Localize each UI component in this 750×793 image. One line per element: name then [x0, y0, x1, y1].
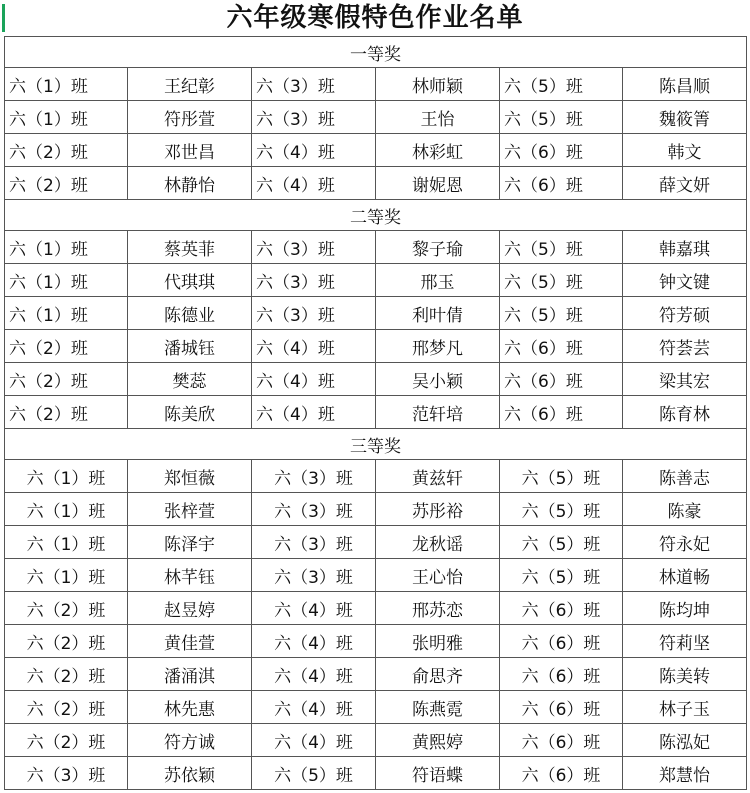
class-cell: 六（2）班 — [5, 592, 128, 625]
class-cell: 六（6）班 — [500, 592, 623, 625]
class-cell: 六（2）班 — [5, 330, 128, 363]
student-name-cell: 代琪琪 — [128, 264, 252, 297]
student-name-cell: 陈德业 — [128, 297, 252, 330]
student-name-cell: 樊蕊 — [128, 363, 252, 396]
table-row — [5, 134, 747, 167]
table-row — [5, 297, 747, 330]
class-cell: 六（2）班 — [5, 363, 128, 396]
class-cell: 六（5）班 — [500, 231, 623, 264]
section-header-row — [5, 429, 747, 460]
student-name-cell: 符方诚 — [128, 724, 252, 757]
student-name-cell: 郑恒薇 — [128, 460, 252, 493]
class-cell: 六（2）班 — [5, 167, 128, 200]
table-row — [5, 691, 747, 724]
section-header-row — [5, 37, 747, 68]
section-header: 三等奖 — [5, 429, 747, 460]
class-cell: 六（4）班 — [252, 691, 376, 724]
class-cell: 六（1）班 — [5, 101, 128, 134]
student-name-cell: 王纪彰 — [128, 68, 252, 101]
class-cell: 六（4）班 — [252, 134, 376, 167]
student-name-cell: 黄佳萱 — [128, 625, 252, 658]
class-cell: 六（1）班 — [5, 264, 128, 297]
class-cell: 六（4）班 — [252, 396, 376, 429]
class-cell: 六（1）班 — [5, 526, 128, 559]
student-name-cell: 林道畅 — [623, 559, 747, 592]
class-cell: 六（6）班 — [500, 134, 623, 167]
student-name-cell: 林子玉 — [623, 691, 747, 724]
student-name-cell: 潘城钰 — [128, 330, 252, 363]
student-name-cell: 陈均坤 — [623, 592, 747, 625]
class-cell: 六（5）班 — [500, 493, 623, 526]
student-name-cell: 谢妮恩 — [376, 167, 500, 200]
class-cell: 六（2）班 — [5, 691, 128, 724]
award-list-body — [5, 37, 747, 790]
student-name-cell: 陈燕霓 — [376, 691, 500, 724]
class-cell: 六（3）班 — [252, 526, 376, 559]
student-name-cell: 王怡 — [376, 101, 500, 134]
student-name-cell: 林先惠 — [128, 691, 252, 724]
class-cell: 六（4）班 — [252, 724, 376, 757]
table-row — [5, 724, 747, 757]
section-header-row — [5, 200, 747, 231]
student-name-cell: 黄熙婷 — [376, 724, 500, 757]
table-row — [5, 592, 747, 625]
class-cell: 六（3）班 — [252, 101, 376, 134]
award-list-table — [4, 36, 747, 790]
student-name-cell: 林静怡 — [128, 167, 252, 200]
class-cell: 六（4）班 — [252, 625, 376, 658]
class-cell: 六（1）班 — [5, 493, 128, 526]
class-cell: 六（2）班 — [5, 134, 128, 167]
class-cell: 六（6）班 — [500, 757, 623, 790]
student-name-cell: 王心怡 — [376, 559, 500, 592]
class-cell: 六（1）班 — [5, 231, 128, 264]
table-row — [5, 493, 747, 526]
student-name-cell: 符语蝶 — [376, 757, 500, 790]
class-cell: 六（4）班 — [252, 363, 376, 396]
student-name-cell: 郑慧怡 — [623, 757, 747, 790]
class-cell: 六（4）班 — [252, 658, 376, 691]
student-name-cell: 邓世昌 — [128, 134, 252, 167]
table-row — [5, 231, 747, 264]
student-name-cell: 林师颖 — [376, 68, 500, 101]
class-cell: 六（6）班 — [500, 396, 623, 429]
student-name-cell: 苏彤裕 — [376, 493, 500, 526]
student-name-cell: 张明雅 — [376, 625, 500, 658]
section-header: 二等奖 — [5, 200, 747, 231]
class-cell: 六（3）班 — [252, 559, 376, 592]
table-row — [5, 264, 747, 297]
class-cell: 六（2）班 — [5, 396, 128, 429]
student-name-cell: 林芊钰 — [128, 559, 252, 592]
table-row — [5, 101, 747, 134]
table-row — [5, 363, 747, 396]
student-name-cell: 利叶倩 — [376, 297, 500, 330]
class-cell: 六（6）班 — [500, 167, 623, 200]
section-header: 一等奖 — [5, 37, 747, 68]
student-name-cell: 陈美欣 — [128, 396, 252, 429]
class-cell: 六（1）班 — [5, 297, 128, 330]
student-name-cell: 符永妃 — [623, 526, 747, 559]
table-row — [5, 625, 747, 658]
student-name-cell: 陈豪 — [623, 493, 747, 526]
document-title: 六年级寒假特色作业名单 — [226, 3, 524, 33]
student-name-cell: 符莉坚 — [623, 625, 747, 658]
student-name-cell: 薛文妍 — [623, 167, 747, 200]
student-name-cell: 范轩培 — [376, 396, 500, 429]
student-name-cell: 梁其宏 — [623, 363, 747, 396]
student-name-cell: 邢梦凡 — [376, 330, 500, 363]
class-cell: 六（5）班 — [500, 264, 623, 297]
table-row — [5, 460, 747, 493]
class-cell: 六（6）班 — [500, 724, 623, 757]
class-cell: 六（5）班 — [500, 460, 623, 493]
student-name-cell: 陈泽宇 — [128, 526, 252, 559]
student-name-cell: 林彩虹 — [376, 134, 500, 167]
class-cell: 六（4）班 — [252, 167, 376, 200]
student-name-cell: 陈美转 — [623, 658, 747, 691]
class-cell: 六（5）班 — [500, 68, 623, 101]
student-name-cell: 符荟芸 — [623, 330, 747, 363]
student-name-cell: 韩文 — [623, 134, 747, 167]
class-cell: 六（3）班 — [252, 297, 376, 330]
class-cell: 六（3）班 — [252, 460, 376, 493]
student-name-cell: 符彤萱 — [128, 101, 252, 134]
student-name-cell: 陈育林 — [623, 396, 747, 429]
table-row — [5, 330, 747, 363]
student-name-cell: 陈善志 — [623, 460, 747, 493]
student-name-cell: 蔡英菲 — [128, 231, 252, 264]
student-name-cell: 俞思齐 — [376, 658, 500, 691]
class-cell: 六（6）班 — [500, 330, 623, 363]
class-cell: 六（3）班 — [252, 231, 376, 264]
table-row — [5, 167, 747, 200]
class-cell: 六（3）班 — [252, 68, 376, 101]
class-cell: 六（2）班 — [5, 625, 128, 658]
student-name-cell: 陈昌顺 — [623, 68, 747, 101]
student-name-cell: 韩嘉琪 — [623, 231, 747, 264]
student-name-cell: 魏筱箐 — [623, 101, 747, 134]
student-name-cell: 赵昱婷 — [128, 592, 252, 625]
student-name-cell: 吴小颖 — [376, 363, 500, 396]
class-cell: 六（6）班 — [500, 625, 623, 658]
class-cell: 六（1）班 — [5, 460, 128, 493]
table-row — [5, 658, 747, 691]
student-name-cell: 黎子瑜 — [376, 231, 500, 264]
class-cell: 六（5）班 — [252, 757, 376, 790]
table-row — [5, 68, 747, 101]
student-name-cell: 符芳硕 — [623, 297, 747, 330]
student-name-cell: 邢玉 — [376, 264, 500, 297]
class-cell: 六（4）班 — [252, 592, 376, 625]
class-cell: 六（2）班 — [5, 724, 128, 757]
table-row — [5, 757, 747, 790]
table-row — [5, 396, 747, 429]
student-name-cell: 陈泓妃 — [623, 724, 747, 757]
class-cell: 六（2）班 — [5, 658, 128, 691]
class-cell: 六（5）班 — [500, 297, 623, 330]
class-cell: 六（5）班 — [500, 526, 623, 559]
student-name-cell: 钟文键 — [623, 264, 747, 297]
student-name-cell: 潘涌淇 — [128, 658, 252, 691]
class-cell: 六（1）班 — [5, 68, 128, 101]
student-name-cell: 张梓萱 — [128, 493, 252, 526]
table-row — [5, 559, 747, 592]
student-name-cell: 苏依颖 — [128, 757, 252, 790]
student-name-cell: 黄兹轩 — [376, 460, 500, 493]
class-cell: 六（6）班 — [500, 658, 623, 691]
class-cell: 六（5）班 — [500, 101, 623, 134]
class-cell: 六（3）班 — [252, 264, 376, 297]
student-name-cell: 邢苏恋 — [376, 592, 500, 625]
class-cell: 六（3）班 — [252, 493, 376, 526]
class-cell: 六（4）班 — [252, 330, 376, 363]
class-cell: 六（1）班 — [5, 559, 128, 592]
table-row — [5, 526, 747, 559]
class-cell: 六（6）班 — [500, 691, 623, 724]
class-cell: 六（5）班 — [500, 559, 623, 592]
student-name-cell: 龙秋谣 — [376, 526, 500, 559]
class-cell: 六（6）班 — [500, 363, 623, 396]
class-cell: 六（3）班 — [5, 757, 128, 790]
